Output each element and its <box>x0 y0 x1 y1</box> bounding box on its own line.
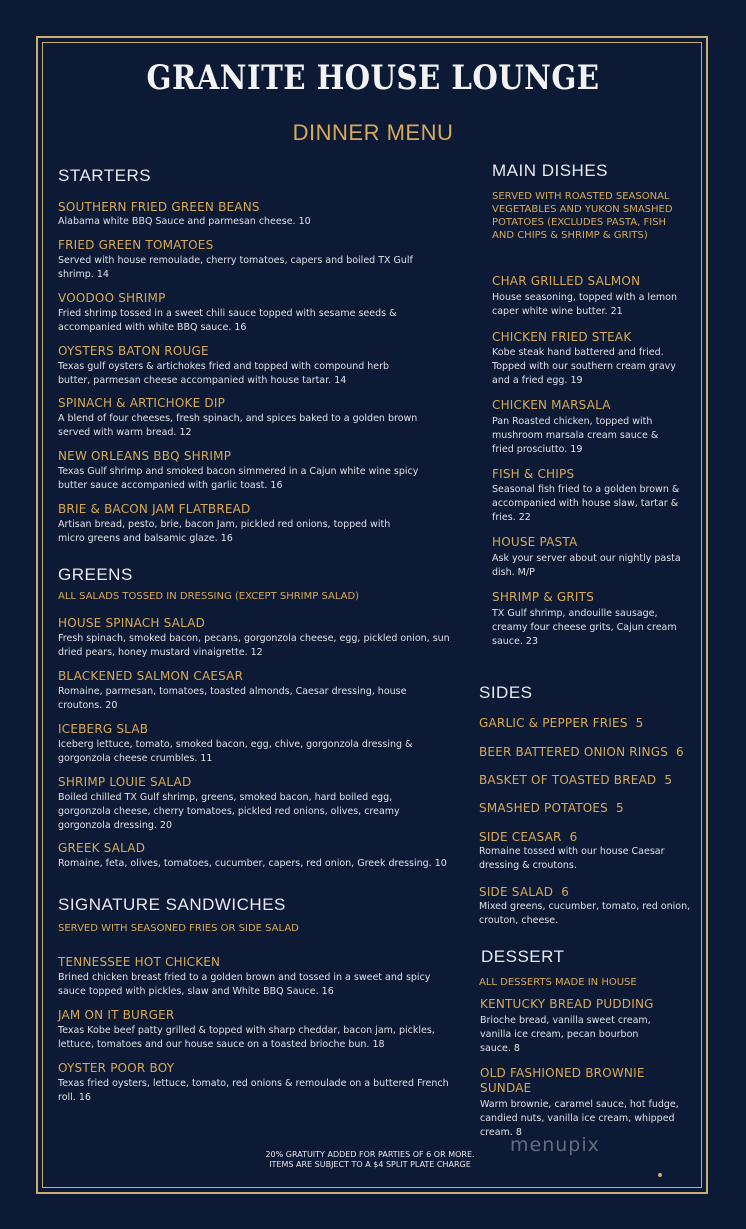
starter-item-desc: Served with house remoulade, cherry tomatoes, capers and boiled TX Gulf shrimp. 14 <box>58 255 413 280</box>
greens-item-name: ICEBERG SLAB <box>58 722 149 736</box>
main-item-name: CHICKEN FRIED STEAK <box>492 330 632 344</box>
side-item-desc: Mixed greens, cucumber, tomato, red onion, crouton, cheese. <box>479 901 691 926</box>
dessert-note: ALL DESSERTS MADE IN HOUSE <box>479 977 637 988</box>
main-item-desc: Pan Roasted chicken, topped with mushroom marsala cream sauce & fried prosciutto. 19 <box>492 416 659 455</box>
dessert-item-desc: Warm brownie, caramel sauce, hot fudge, candied nuts, vanilla ice cream, whipped cream. 8 <box>480 1099 679 1138</box>
starters-heading: STARTERS <box>58 166 152 185</box>
greens-item-desc: Romaine, parmesan, tomatoes, toasted almonds, Caesar dressing, house croutons. 20 <box>58 686 407 711</box>
starter-item-desc: Texas Gulf shrimp and smoked bacon simmered in a Cajun white wine spicy butter sauce accompanied with garlic toast. 16 <box>58 466 419 491</box>
dessert-item-name: KENTUCKY BREAD PUDDING <box>480 997 654 1011</box>
main-item-desc: Seasonal fish fried to a golden brown & accompanied with house slaw, tartar & fries. 22 <box>492 484 680 523</box>
main-item-desc: TX Gulf shrimp, andouille sausage, creamy four cheese grits, Cajun cream sauce. 23 <box>492 608 677 647</box>
dessert-item-desc: Brioche bread, vanilla sweet cream, vanilla ice cream, pecan bourbon sauce. 8 <box>480 1015 651 1054</box>
side-item-name: GARLIC & PEPPER FRIES 5 <box>479 716 644 730</box>
starter-item-name: NEW ORLEANS BBQ SHRIMP <box>58 449 232 463</box>
sandwiches-note: SERVED WITH SEASONED FRIES OR SIDE SALAD <box>58 923 299 934</box>
starter-item-desc: Artisan bread, pesto, brie, bacon Jam, pickled red onions, topped with micro greens and balsamic glaze. 16 <box>58 519 391 544</box>
greens-item-desc: Romaine, feta, olives, tomatoes, cucumber, capers, red onion, Greek dressing. 10 <box>58 858 447 869</box>
starter-item-name: FRIED GREEN TOMATOES <box>58 238 214 252</box>
side-item-name: SIDE CEASAR 6 <box>479 830 578 844</box>
main-item-desc: Ask your server about our nightly pasta dish. M/P <box>492 553 681 578</box>
greens-item-name: GREEK SALAD <box>58 841 146 855</box>
split-plate-note: ITEMS ARE SUBJECT TO A $4 SPLIT PLATE CHARGE <box>269 1160 471 1169</box>
sandwich-item-name: JAM ON IT BURGER <box>58 1008 175 1022</box>
sandwich-item-name: OYSTER POOR BOY <box>58 1061 175 1075</box>
sandwiches-heading: SIGNATURE SANDWICHES <box>58 895 286 914</box>
starter-item-name: SOUTHERN FRIED GREEN BEANS <box>58 200 260 214</box>
dessert-item-name: OLD FASHIONED BROWNIE SUNDAE <box>480 1066 645 1095</box>
main-item-name: FISH & CHIPS <box>492 467 575 481</box>
greens-note: ALL SALADS TOSSED IN DRESSING (EXCEPT SHRIMP SALAD) <box>58 591 360 602</box>
side-item-name: BASKET OF TOASTED BREAD 5 <box>479 773 673 787</box>
sandwich-item-name: TENNESSEE HOT CHICKEN <box>58 955 221 969</box>
sandwich-item-desc: Texas fried oysters, lettuce, tomato, red onions & remoulade on a buttered French roll. 16 <box>58 1078 449 1103</box>
sandwich-item-desc: Texas Kobe beef patty grilled & topped with sharp cheddar, bacon jam, pickles, lettuce, tomatoes and our house sauce on a toasted brioche bun. 18 <box>58 1025 435 1050</box>
side-item-name: BEER BATTERED ONION RINGS 6 <box>479 745 684 759</box>
main-item-name: CHAR GRILLED SALMON <box>492 274 641 288</box>
main-item-desc: House seasoning, topped with a lemon caper white wine butter. 21 <box>492 292 677 317</box>
greens-heading: GREENS <box>58 565 133 584</box>
greens-item-desc: Fresh spinach, smoked bacon, pecans, gorgonzola cheese, egg, pickled onion, sun dried pears, honey mustard vinaigrette. 12 <box>58 633 450 658</box>
greens-item-name: SHRIMP LOUIE SALAD <box>58 775 192 789</box>
starter-item-desc: Alabama white BBQ Sauce and parmesan cheese. 10 <box>58 216 311 227</box>
greens-item-name: HOUSE SPINACH SALAD <box>58 616 206 630</box>
starter-item-desc: A blend of four cheeses, fresh spinach, and spices baked to a golden brown served with warm bread. 12 <box>58 413 418 438</box>
main-item-name: SHRIMP & GRITS <box>492 590 595 604</box>
mains-note: SERVED WITH ROASTED SEASONAL VEGETABLES AND YUKON SMASHED POTATOES (EXCLUDES PASTA, FISH AND CHIPS & SHRIMP & GRITS) <box>492 191 673 241</box>
starter-item-name: BRIE & BACON JAM FLATBREAD <box>58 502 251 516</box>
side-item-name: SIDE SALAD 6 <box>479 885 570 899</box>
starter-item-name: SPINACH & ARTICHOKE DIP <box>58 396 226 410</box>
greens-item-desc: Boiled chilled TX Gulf shrimp, greens, smoked bacon, hard boiled egg, gorgonzola cheese, cherry tomatoes, pickled red onions, olives, creamy gorgonzola dressing. 20 <box>58 792 400 831</box>
decorative-dot <box>658 1173 662 1177</box>
sides-heading: SIDES <box>479 683 533 702</box>
sandwich-item-desc: Brined chicken breast fried to a golden brown and tossed in a sweet and spicy sauce topped with pickles, slaw and White BBQ Sauce. 16 <box>58 972 431 997</box>
main-item-desc: Kobe steak hand battered and fried. Topped with our southern cream gravy and a fried egg. 19 <box>492 347 676 386</box>
greens-item-desc: Iceberg lettuce, tomato, smoked bacon, egg, chive, gorgonzola dressing & gorgonzola cheese crumbles. 11 <box>58 739 413 764</box>
footer-note <box>240 1150 500 1170</box>
starter-item-desc: Texas gulf oysters & artichokes fried and topped with compound herb butter, parmesan cheese accompanied with house tartar. 14 <box>58 361 390 386</box>
side-item-name: SMASHED POTATOES 5 <box>479 801 624 815</box>
main-item-name: CHICKEN MARSALA <box>492 398 611 412</box>
gratuity-note: 20% GRATUITY ADDED FOR PARTIES OF 6 OR MORE. <box>265 1150 475 1159</box>
dessert-heading: DESSERT <box>481 947 565 966</box>
starter-item-name: VOODOO SHRIMP <box>58 291 166 305</box>
menu-subtitle: DINNER MENU <box>292 120 454 145</box>
mains-heading: MAIN DISHES <box>492 161 609 180</box>
starter-item-name: OYSTERS BATON ROUGE <box>58 344 209 358</box>
starter-item-desc: Fried shrimp tossed in a sweet chili sauce topped with sesame seeds & accompanied with white BBQ sauce. 16 <box>58 308 397 333</box>
greens-item-name: BLACKENED SALMON CAESAR <box>58 669 244 683</box>
main-item-name: HOUSE PASTA <box>492 535 578 549</box>
restaurant-title: GRANITE HOUSE LOUNGE <box>146 58 600 98</box>
side-item-desc: Romaine tossed with our house Caesar dressing & croutons. <box>479 846 665 871</box>
watermark-logo: menupix <box>510 1134 600 1156</box>
